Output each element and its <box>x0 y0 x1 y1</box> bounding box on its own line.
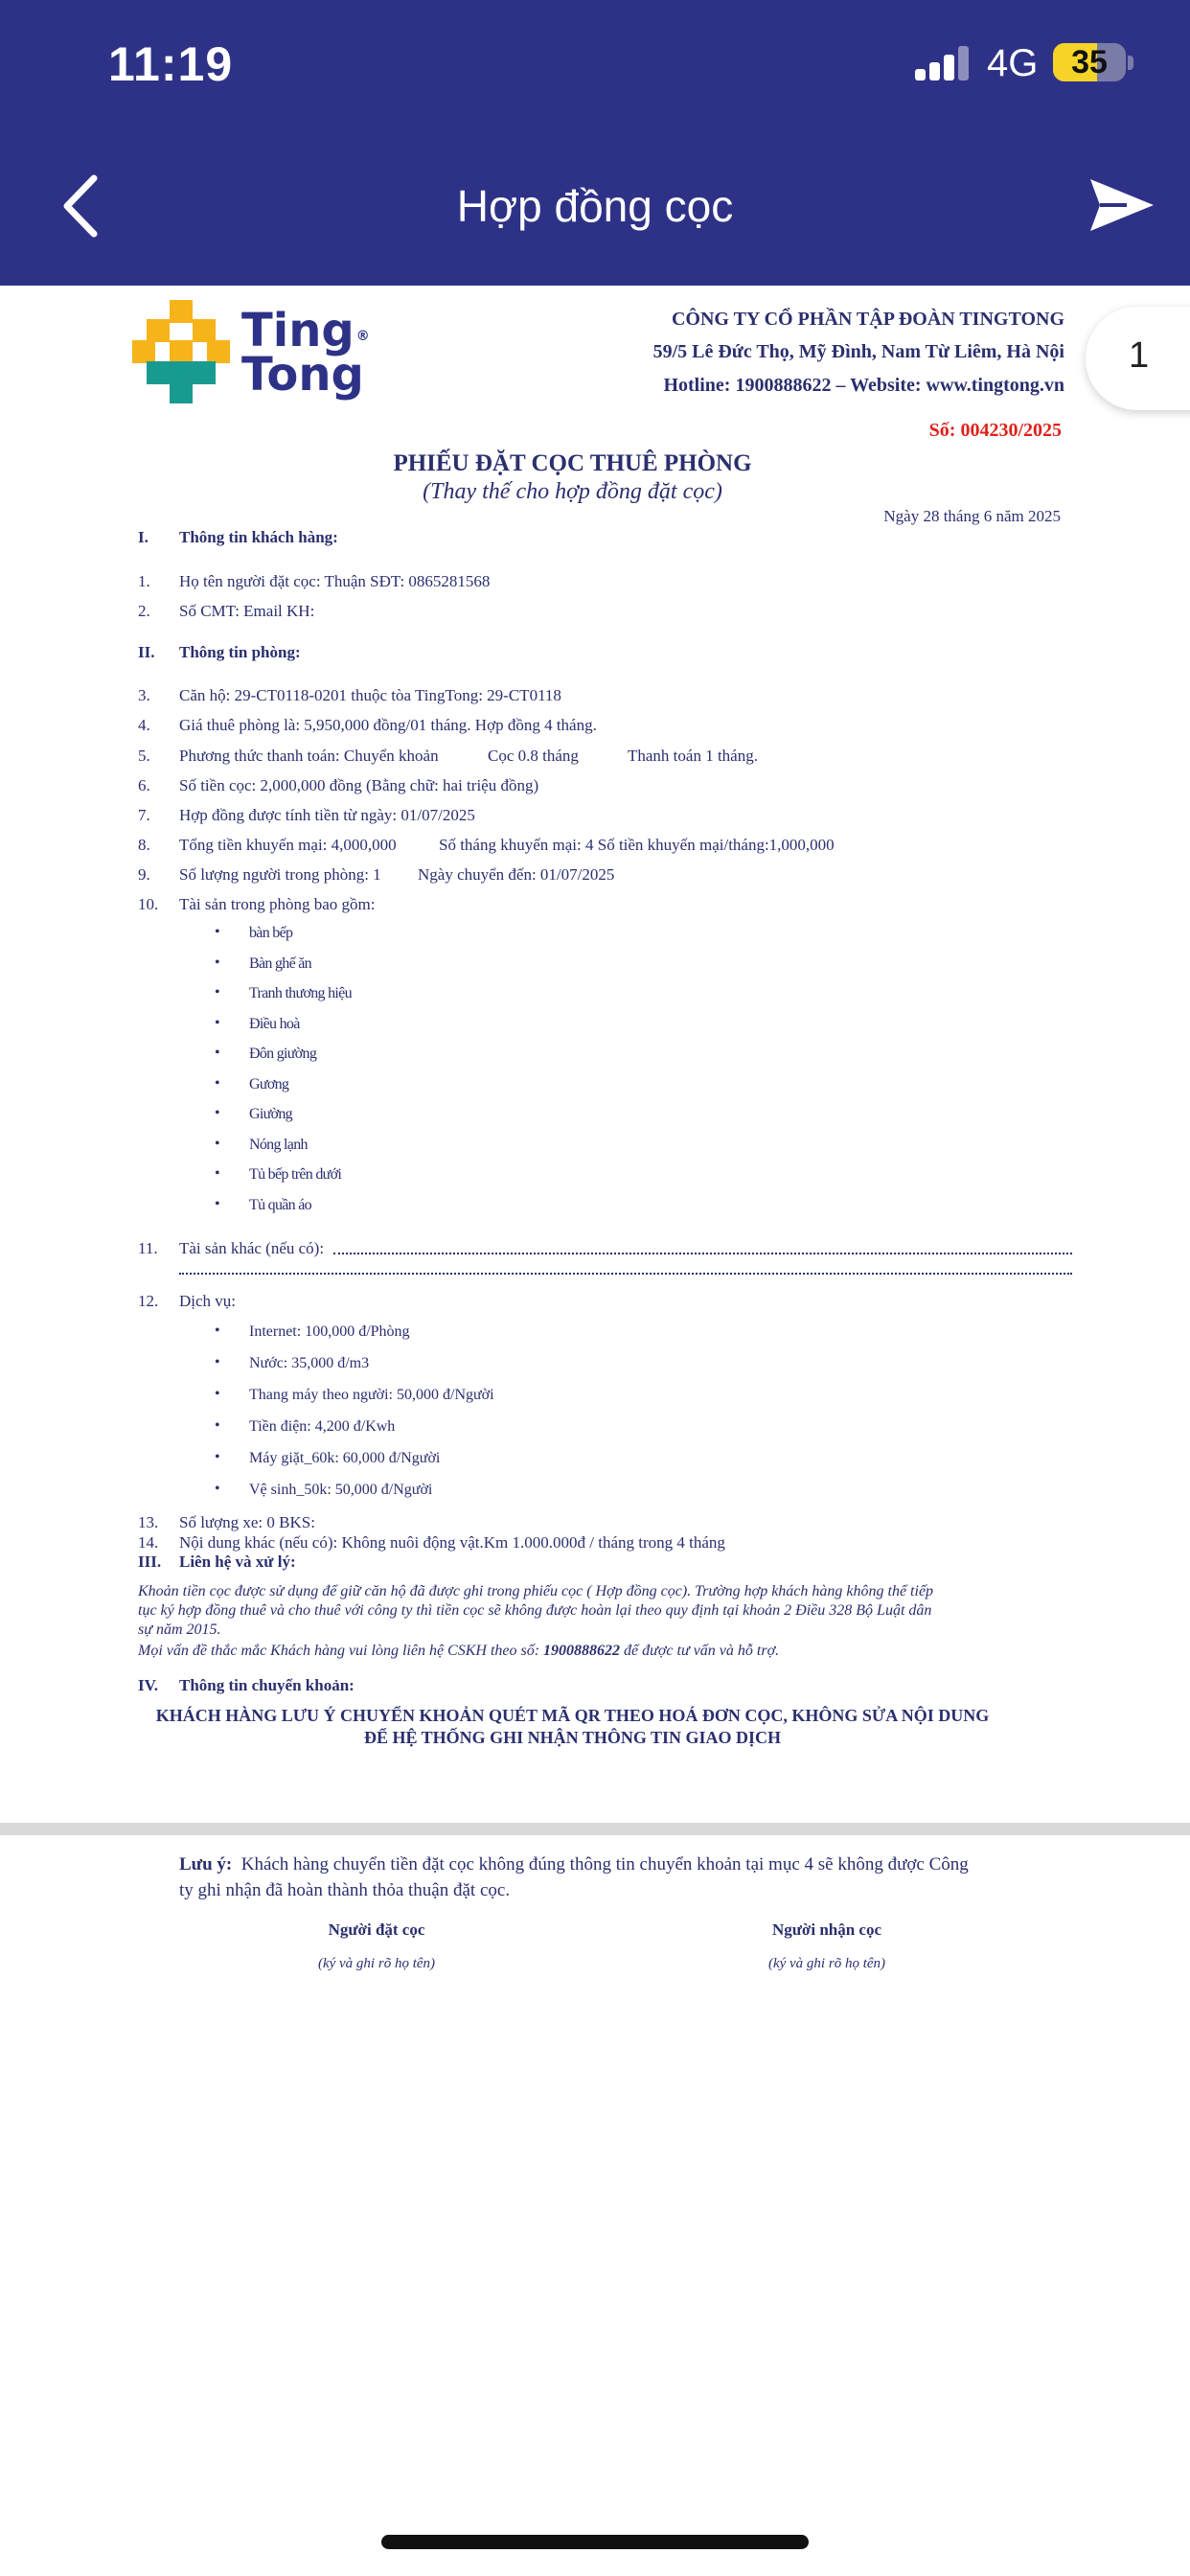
page-divider <box>0 1823 1190 1835</box>
assets-heading: Tài sản trong phòng bao gồm: <box>179 895 376 913</box>
asset-item: • bàn bếp <box>249 925 292 942</box>
line-number: 13. <box>138 1513 159 1531</box>
line-number: 6. <box>138 776 150 794</box>
footnote: Lưu ý: Khách hàng chuyển tiền đặt cọc không đúng thông tin chuyển khoản tại mục 4 sẽ không được Công <box>179 1854 969 1874</box>
line-number: 3. <box>138 686 150 704</box>
asset-item: • Điều hoà <box>249 1016 300 1033</box>
page-title: Hợp đồng cọc <box>456 181 734 231</box>
deposit-months: Cọc 0.8 tháng <box>488 747 579 765</box>
recipient-signature-label: Người nhận cọc <box>771 1920 882 1939</box>
service-item: • Vệ sinh_50k: 50,000 đ/Người <box>249 1482 432 1499</box>
company-contact: Hotline: 1900888622 – Website: www.tingtong.vn <box>663 375 1064 396</box>
promotion-months: Số tháng khuyến mại: 4 Số tiền khuyến mại/tháng:1,000,000 <box>439 836 835 854</box>
depositor-signature-label: Người đặt cọc <box>328 1920 425 1939</box>
move-in-date: Ngày chuyển đến: 01/07/2025 <box>418 865 615 884</box>
line-number: 5. <box>138 747 150 765</box>
transfer-notice: ĐỂ HỆ THỐNG GHI NHẬN THÔNG TIN GIAO DỊCH <box>363 1728 782 1747</box>
apartment-info: Căn hộ: 29-CT0118-0201 thuộc tòa TingTong: 29-CT0118 <box>179 686 561 704</box>
home-indicator[interactable] <box>381 2535 809 2549</box>
dotted-fill-line <box>179 1273 1072 1275</box>
line-number: 9. <box>138 865 150 884</box>
occupants-count: Số lượng người trong phòng: 1 <box>179 865 381 884</box>
contact-note: sự năm 2015. <box>138 1622 221 1638</box>
asset-item: • Tranh thương hiệu <box>249 985 352 1002</box>
service-item: • Nước: 35,000 đ/m3 <box>249 1355 369 1372</box>
asset-item: • Tủ quần áo <box>249 1197 311 1214</box>
section-number: IV. <box>138 1676 158 1694</box>
signature-hint: (ký và ghi rõ họ tên) <box>767 1956 886 1971</box>
network-type: 4G <box>987 42 1039 84</box>
line-number: 7. <box>138 806 150 824</box>
vehicle-count: Số lượng xe: 0 BKS: <box>179 1513 315 1531</box>
contact-note: Mọi vấn đề thắc mắc Khách hàng vui lòng liên hệ CSKH theo số: 1900888622 để được tư vấn và hỗ trợ. <box>138 1643 780 1659</box>
status-time: 11:19 <box>108 37 234 91</box>
other-content: Nội dung khác (nếu có): Không nuôi động vật.Km 1.000.000đ / tháng trong 4 tháng <box>179 1533 725 1552</box>
line-number: 8. <box>138 836 150 854</box>
send-icon <box>1088 175 1156 235</box>
promotion-total: Tổng tiền khuyến mại: 4,000,000 <box>179 836 397 854</box>
battery-cap <box>1128 56 1133 70</box>
service-item: • Tiền điện: 4,200 đ/Kwh <box>249 1418 395 1436</box>
contact-note: tục ký hợp đồng thuê và cho thuê với công ty thì tiền cọc sẽ không được hoàn lại theo quy định tại khoản 2 Điều 328 Bộ Luật dân <box>138 1602 932 1619</box>
rent-price: Giá thuê phòng là: 5,950,000 đồng/01 tháng. Hợp đồng 4 tháng. <box>179 716 597 734</box>
dotted-fill-line <box>333 1253 1072 1254</box>
company-name: CÔNG TY CỔ PHẦN TẬP ĐOÀN TINGTONG <box>671 309 1064 330</box>
asset-item: • Bàn ghế ăn <box>249 955 311 973</box>
document-title: PHIẾU ĐẶT CỌC THUÊ PHÒNG <box>393 450 752 476</box>
billing-start-date: Hợp đồng được tính tiền từ ngày: 01/07/2025 <box>179 806 475 824</box>
transfer-notice: KHÁCH HÀNG LƯU Ý CHUYỂN KHOẢN QUÉT MÃ QR THEO HOÁ ĐƠN CỌC, KHÔNG SỬA NỘI DUNG <box>155 1706 990 1725</box>
asset-item: • Giường <box>249 1106 292 1123</box>
brand-name: Ting ® Tong <box>241 304 370 402</box>
send-button[interactable] <box>1088 175 1156 235</box>
contact-note: Khoản tiền cọc được sử dụng để giữ căn hộ đã được ghi trong phiếu cọc ( Hợp đồng cọc). Trường hợp khách hàng không thể tiếp <box>138 1583 934 1599</box>
line-number: 14. <box>138 1533 159 1552</box>
section-title: Liên hệ và xử lý: <box>179 1552 296 1571</box>
depositor-info: Họ tên người đặt cọc: Thuận SĐT: 0865281568 <box>179 572 491 590</box>
section-title: Thông tin phòng: <box>179 643 301 661</box>
service-item: • Internet: 100,000 đ/Phòng <box>249 1323 410 1341</box>
document-subtitle: (Thay thế cho hợp đồng đặt cọc) <box>423 479 722 504</box>
support-phone: 1900888622 <box>543 1643 621 1659</box>
service-item: • Thang máy theo người: 50,000 đ/Người <box>249 1387 494 1404</box>
section-number: I. <box>138 528 149 546</box>
line-number: 10. <box>138 895 159 913</box>
signature-hint: (ký và ghi rõ họ tên) <box>317 1956 436 1971</box>
asset-item: • Tủ bếp trên dưới <box>249 1166 341 1184</box>
payment-method: Phương thức thanh toán: Chuyển khoản <box>179 747 439 765</box>
page-number: 1 <box>1129 335 1150 376</box>
other-assets-label: Tài sản khác (nếu có): <box>179 1239 325 1257</box>
service-item: • Máy giặt_60k: 60,000 đ/Người <box>249 1450 440 1467</box>
services-heading: Dịch vụ: <box>179 1292 237 1310</box>
battery-icon <box>1053 43 1126 81</box>
tingtong-logo-icon <box>132 300 230 403</box>
payment-period: Thanh toán 1 tháng. <box>628 747 758 765</box>
section-title: Thông tin chuyển khoản: <box>179 1676 355 1694</box>
line-number: 4. <box>138 716 150 734</box>
footnote-label: Lưu ý: <box>179 1854 233 1874</box>
line-number: 11. <box>138 1239 158 1257</box>
section-number: III. <box>138 1552 162 1571</box>
battery-level: 35 <box>1071 44 1108 80</box>
cellular-signal-icon <box>915 46 969 80</box>
line-number: 1. <box>138 572 150 590</box>
deposit-amount: Số tiền cọc: 2,000,000 đồng (Bằng chữ: hai triệu đồng) <box>179 776 539 794</box>
document-date: Ngày 28 tháng 6 năm 2025 <box>883 507 1061 525</box>
line-number: 2. <box>138 602 150 620</box>
navigation-header <box>0 0 1190 286</box>
section-title: Thông tin khách hàng: <box>179 528 338 546</box>
line-number: 12. <box>138 1292 159 1310</box>
section-number: II. <box>138 643 155 661</box>
id-email-info: Số CMT: Email KH: <box>179 602 315 620</box>
asset-item: • Đôn giường <box>249 1046 316 1063</box>
footnote-continued: ty ghi nhận đã hoàn thành thỏa thuận đặt cọc. <box>179 1880 511 1900</box>
document-number: Số: 004230/2025 <box>928 420 1062 441</box>
company-address: 59/5 Lê Đức Thọ, Mỹ Đình, Nam Từ Liêm, Hà Nội <box>652 341 1064 362</box>
asset-item: • Nóng lạnh <box>249 1137 308 1154</box>
asset-item: • Gương <box>249 1076 288 1093</box>
